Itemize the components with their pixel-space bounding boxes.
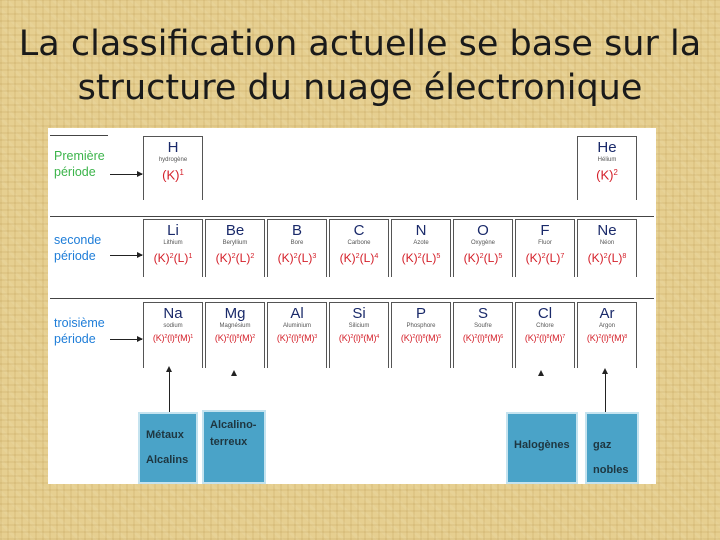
element-symbol: Al (290, 305, 304, 322)
element-symbol: P (415, 305, 426, 322)
family-label: gaz (593, 439, 612, 451)
family-box-halogens (506, 412, 578, 484)
element-cell-he (577, 136, 637, 200)
title-line-2: structure du nuage électronique (77, 68, 643, 108)
family-label: terreux (210, 436, 248, 448)
element-symbol: O (477, 222, 489, 239)
period-label-1 (54, 148, 105, 180)
element-name: Azote (413, 240, 429, 246)
element-name: Néon (599, 240, 615, 246)
element-name: Hélium (597, 157, 617, 163)
element-cell-s (453, 302, 513, 368)
family-label: Halogènes (514, 439, 570, 451)
element-name: Fluor (538, 240, 552, 246)
family-box-alkaline-earth (202, 410, 266, 484)
electron-config: $(K)^2(l)^8(M)^4$ (338, 332, 380, 343)
element-name: Oxygène (470, 240, 495, 246)
period-label-3 (54, 315, 105, 347)
periodic-table-figure (48, 128, 656, 484)
period-label-2 (54, 232, 101, 264)
electron-config: $(K)^2(l)^8(M)^8$ (586, 332, 628, 343)
arrow-up-icon (231, 370, 237, 376)
element-name: sodium (163, 323, 183, 329)
element-name: Bore (290, 240, 304, 246)
element-name: Aluminium (282, 323, 311, 329)
separator-line (50, 298, 654, 299)
period-3-period: période (54, 332, 96, 346)
connector-line (169, 372, 170, 412)
electron-config: $(K)^2(L)^3$ (277, 250, 317, 265)
arrow-right-icon (110, 255, 142, 256)
electron-config: $(K)^2(L)^8$ (587, 250, 627, 265)
element-cell-f (515, 219, 575, 277)
separator-line (50, 216, 654, 217)
element-name: Silicium (348, 323, 370, 329)
family-box-alkali (138, 412, 198, 484)
arrow-up-icon (538, 370, 544, 376)
electron-config: $(K)^2(l)^8(M)^1$ (152, 332, 194, 343)
element-symbol: Ne (597, 222, 617, 239)
element-name: Chlore (536, 323, 554, 329)
family-label: Métaux (146, 429, 184, 441)
element-cell-mg (205, 302, 265, 368)
element-symbol: Mg (224, 305, 246, 322)
element-cell-b (267, 219, 327, 277)
electron-config: $(K)^2(L)^4$ (339, 250, 379, 265)
family-label: Alcalino- (210, 419, 257, 431)
electron-config: $(K)^2(L)^5$ (401, 250, 441, 265)
period-1-word: Première (54, 149, 105, 163)
element-symbol: N (415, 222, 427, 239)
element-cell-be (205, 219, 265, 277)
element-cell-h (143, 136, 203, 200)
element-cell-p (391, 302, 451, 368)
element-cell-n (391, 219, 451, 277)
family-label: Alcalins (146, 454, 189, 466)
slide-title (0, 22, 720, 110)
separator-line (50, 135, 108, 136)
electron-config: $(K)^2(l)^8(M)^5$ (400, 332, 442, 343)
element-symbol: Na (163, 305, 183, 322)
electron-config: $(K)^2(L)^2$ (215, 250, 255, 265)
element-cell-o (453, 219, 513, 277)
electron-config: $(K)^2(L)^5$ (463, 250, 503, 265)
electron-config: $(K)^2(l)^8(M)^6$ (462, 332, 504, 343)
element-cell-al (267, 302, 327, 368)
period-3-word: troisième (54, 316, 105, 330)
element-symbol: Ar (599, 305, 615, 322)
element-cell-c (329, 219, 389, 277)
electron-config: $(K)^2(L)^1$ (153, 250, 193, 265)
element-name: Lithium (163, 240, 183, 246)
family-label: nobles (593, 464, 629, 476)
element-symbol: C (353, 222, 365, 239)
period-2-period: période (54, 249, 96, 263)
element-cell-si (329, 302, 389, 368)
connector-line (605, 374, 606, 412)
element-name: hydrogène (158, 157, 188, 163)
electron-config: $(K)^2(l)^8(M)^7$ (524, 332, 566, 343)
electron-config: $(K)^2(l)^8(M)^2$ (214, 332, 256, 343)
element-cell-na (143, 302, 203, 368)
element-name: Magnésium (219, 323, 251, 329)
element-symbol: Cl (537, 305, 553, 322)
element-name: Carbone (347, 240, 371, 246)
electron-config: $(K)^2(l)^8(M)^3$ (276, 332, 318, 343)
element-cell-ar (577, 302, 637, 368)
electron-config: $(K)^2(L)^7$ (525, 250, 565, 265)
element-symbol: S (477, 305, 488, 322)
element-symbol: He (597, 139, 617, 156)
arrow-right-icon (110, 174, 142, 175)
element-name: Phosphore (406, 323, 436, 329)
period-1-period: période (54, 165, 96, 179)
element-symbol: B (291, 222, 302, 239)
electron-config: $(K)^2$ (596, 167, 618, 183)
element-symbol: Be (225, 222, 245, 239)
element-name: Beryllium (222, 240, 248, 246)
element-cell-cl (515, 302, 575, 368)
element-symbol: Si (352, 305, 366, 322)
arrow-right-icon (110, 339, 142, 340)
element-name: Soufre (474, 323, 492, 329)
element-symbol: Li (167, 222, 179, 239)
electron-config: $(K)^1$ (162, 167, 184, 183)
element-cell-li (143, 219, 203, 277)
period-2-word: seconde (54, 233, 102, 247)
title-line-1: La classification actuelle se base sur la (18, 24, 702, 64)
element-symbol: F (540, 222, 550, 239)
element-cell-ne (577, 219, 637, 277)
element-name: Argon (598, 323, 615, 329)
family-box-noble-gases (585, 412, 639, 484)
element-symbol: H (167, 139, 179, 156)
